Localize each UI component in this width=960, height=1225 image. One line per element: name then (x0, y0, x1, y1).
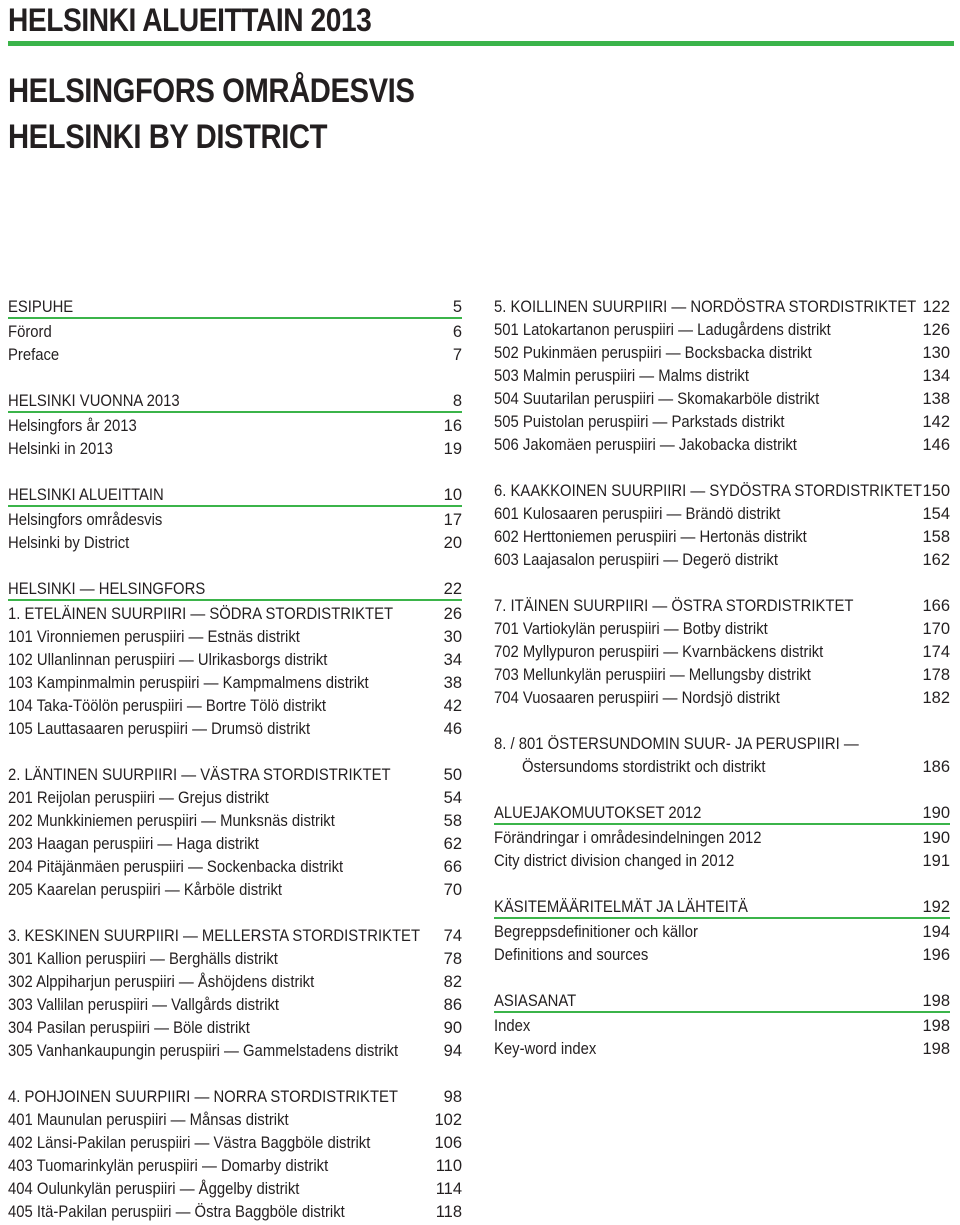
toc-spacer (494, 873, 950, 896)
toc-entry-page-number: 198 (922, 1040, 950, 1058)
toc-entry[interactable] (8, 438, 462, 461)
toc-entry-page-number: 138 (922, 390, 950, 408)
toc-entry[interactable] (494, 526, 950, 549)
toc-entry[interactable] (8, 879, 462, 902)
toc-entry[interactable] (494, 365, 950, 388)
toc-entry-label: 204 Pitäjänmäen peruspiiri — Sockenbacka distrikt (8, 858, 344, 876)
toc-entry-page-number: 130 (922, 344, 950, 362)
toc-entry[interactable] (494, 733, 950, 756)
toc-entry-page-number: 182 (922, 689, 950, 707)
toc-spacer (494, 967, 950, 990)
toc-entry-label: 203 Haagan peruspiiri — Haga distrikt (8, 835, 259, 853)
toc-entry[interactable] (494, 342, 950, 365)
toc-entry-page-number: 154 (922, 505, 950, 523)
toc-entry-label: 505 Puistolan peruspiiri — Parkstads distrikt (494, 413, 785, 431)
toc-entry-label: Helsingfors år 2013 (8, 417, 137, 435)
toc-entry[interactable] (8, 344, 462, 367)
toc-entry[interactable] (494, 549, 950, 572)
toc-entry-label: 105 Lauttasaaren peruspiiri — Drumsö distrikt (8, 720, 311, 738)
toc-entry-page-number: 62 (443, 835, 462, 853)
toc-entry-page-number: 26 (443, 605, 462, 623)
toc-entry-page-number: 102 (434, 1111, 462, 1129)
toc-entry-label: HELSINKI VUONNA 2013 (8, 392, 180, 410)
toc-entry-label: 601 Kulosaaren peruspiiri — Brändö distrikt (494, 505, 781, 523)
toc-entry-page-number: 94 (443, 1042, 462, 1060)
toc-entry-label: Östersundoms stordistrikt och distrikt (522, 758, 766, 776)
toc-entry[interactable] (8, 1017, 462, 1040)
toc-entry-page-number: 126 (922, 321, 950, 339)
toc-entry[interactable] (8, 833, 462, 856)
toc-entry[interactable] (8, 1155, 462, 1178)
toc-entry-label: 404 Oulunkylän peruspiiri — Åggelby distrikt (8, 1180, 300, 1198)
toc-entry[interactable] (494, 618, 950, 641)
toc-entry-label: 503 Malmin peruspiiri — Malms distrikt (494, 367, 749, 385)
toc-entry-label: 4. POHJOINEN SUURPIIRI — NORRA STORDISTRIKTET (8, 1088, 399, 1106)
toc-column-right (494, 296, 950, 1061)
toc-entry[interactable] (8, 509, 462, 532)
toc-entry[interactable] (494, 1015, 950, 1038)
toc-entry-label: 103 Kampinmalmin peruspiiri — Kampmalmens distrikt (8, 674, 369, 692)
toc-spacer (494, 710, 950, 733)
toc-entry-label: 702 Myllypuron peruspiiri — Kvarnbäckens distrikt (494, 643, 824, 661)
toc-entry-page-number: 30 (443, 628, 462, 646)
page-header (0, 0, 960, 40)
toc-entry-page-number: 58 (443, 812, 462, 830)
toc-entry-page-number: 82 (443, 973, 462, 991)
toc-entry-page-number: 86 (443, 996, 462, 1014)
toc-entry-label: 302 Alppiharjun peruspiiri — Åshöjdens distrikt (8, 973, 315, 991)
toc-entry-page-number: 178 (922, 666, 950, 684)
toc-entry[interactable] (8, 1109, 462, 1132)
toc-entry[interactable] (494, 850, 950, 873)
toc-entry-page-number: 16 (443, 417, 462, 435)
toc-entry-page-number: 170 (922, 620, 950, 638)
toc-entry-label: Helsingfors områdesvis (8, 511, 163, 529)
toc-entry-page-number: 158 (922, 528, 950, 546)
toc-entry-page-number: 150 (922, 482, 950, 500)
toc-entry-label: City district division changed in 2012 (494, 852, 735, 870)
toc-entry[interactable] (8, 764, 462, 787)
toc-entry-page-number: 190 (922, 829, 950, 847)
toc-entry[interactable] (8, 1040, 462, 1063)
toc-entry[interactable] (8, 626, 462, 649)
toc-entry-label: 205 Kaarelan peruspiiri — Kårböle distrikt (8, 881, 283, 899)
toc-entry-page-number: 22 (443, 580, 462, 598)
toc-entry-page-number: 134 (922, 367, 950, 385)
toc-entry-label: 102 Ullanlinnan peruspiiri — Ulrikasborgs distrikt (8, 651, 328, 669)
toc-entry-label: 504 Suutarilan peruspiiri — Skomakarböle distrikt (494, 390, 820, 408)
toc-entry-label: 402 Länsi-Pakilan peruspiiri — Västra Baggböle distrikt (8, 1134, 371, 1152)
toc-entry-label: Begreppsdefinitioner och källor (494, 923, 698, 941)
toc-entry-page-number: 70 (443, 881, 462, 899)
toc-entry-label: 304 Pasilan peruspiiri — Böle distrikt (8, 1019, 250, 1037)
subtitle-block (8, 68, 414, 160)
toc-entry-label: 502 Pukinmäen peruspiiri — Bocksbacka distrikt (494, 344, 812, 362)
toc-entry-page-number: 146 (922, 436, 950, 454)
toc-entry[interactable] (8, 787, 462, 810)
toc-entry-label: 8. / 801 ÖSTERSUNDOMIN SUUR- JA PERUSPIIRI — (494, 735, 859, 753)
toc-entry-page-number: 78 (443, 950, 462, 968)
toc-section-heading[interactable] (8, 484, 462, 507)
toc-spacer (494, 572, 950, 595)
toc-entry-label: HELSINKI — HELSINGFORS (8, 580, 206, 598)
toc-entry-label: 303 Vallilan peruspiiri — Vallgårds distrikt (8, 996, 279, 1014)
toc-entry-page-number: 8 (452, 392, 462, 410)
toc-entry-page-number: 38 (443, 674, 462, 692)
toc-entry-label: Förändringar i områdesindelningen 2012 (494, 829, 762, 847)
toc-entry-label: Key-word index (494, 1040, 597, 1058)
toc-entry-label: Definitions and sources (494, 946, 649, 964)
toc-entry-label: ESIPUHE (8, 298, 74, 316)
toc-entry-page-number: 46 (443, 720, 462, 738)
toc-entry-label: 2. LÄNTINEN SUURPIIRI — VÄSTRA STORDISTRIKTET (8, 766, 391, 784)
toc-entry[interactable] (8, 1086, 462, 1109)
toc-entry[interactable] (494, 756, 950, 779)
toc-entry-page-number: 110 (435, 1157, 462, 1175)
toc-spacer (8, 902, 462, 925)
toc-entry[interactable] (494, 1038, 950, 1061)
toc-entry-page-number: 50 (443, 766, 462, 784)
toc-entry-page-number: 54 (443, 789, 462, 807)
toc-entry-page-number: 17 (443, 511, 462, 529)
toc-entry-label: 6. KAAKKOINEN SUURPIIRI — SYDÖSTRA STORDISTRIKTET (494, 482, 922, 500)
toc-entry-page-number: 34 (443, 651, 462, 669)
toc-entry[interactable] (494, 319, 950, 342)
toc-section-heading[interactable] (494, 896, 950, 919)
toc-spacer (494, 779, 950, 802)
toc-spacer (8, 367, 462, 390)
toc-entry-label: HELSINKI ALUEITTAIN (8, 486, 164, 504)
toc-entry[interactable] (494, 687, 950, 710)
toc-section-heading[interactable] (494, 990, 950, 1013)
toc-entry-page-number: 192 (922, 898, 950, 916)
toc-entry[interactable] (8, 971, 462, 994)
toc-entry-label: 602 Herttoniemen peruspiiri — Hertonäs distrikt (494, 528, 807, 546)
toc-entry-label: 401 Maunulan peruspiiri — Månsas distrikt (8, 1111, 289, 1129)
toc-entry[interactable] (8, 532, 462, 555)
toc-entry-label: 305 Vanhankaupungin peruspiiri — Gammelstadens distrikt (8, 1042, 399, 1060)
toc-entry-label: Förord (8, 323, 52, 341)
toc-entry-page-number: 166 (922, 597, 950, 615)
toc-entry[interactable] (8, 321, 462, 344)
toc-entry[interactable] (494, 664, 950, 687)
toc-entry-label: Index (494, 1017, 531, 1035)
toc-entry-page-number: 191 (922, 852, 950, 870)
toc-entry-page-number: 174 (922, 643, 950, 661)
toc-entry[interactable] (494, 921, 950, 944)
toc-entry-label: 405 Itä-Pakilan peruspiiri — Östra Baggböle distrikt (8, 1203, 345, 1221)
toc-entry-label: 701 Vartiokylän peruspiiri — Botby distrikt (494, 620, 768, 638)
toc-entry[interactable] (8, 672, 462, 695)
toc-entry-page-number: 5 (452, 298, 462, 316)
toc-entry-page-number: 19 (443, 440, 462, 458)
toc-entry[interactable] (8, 1201, 462, 1224)
toc-entry-label: 704 Vuosaaren peruspiiri — Nordsjö distrikt (494, 689, 780, 707)
page-title: HELSINKI ALUEITTAIN 2013 (8, 2, 372, 38)
toc-entry-page-number: 114 (435, 1180, 462, 1198)
toc-entry-page-number: 186 (922, 758, 950, 776)
toc-spacer (8, 555, 462, 578)
toc-entry-label: 501 Latokartanon peruspiiri — Ladugårdens distrikt (494, 321, 831, 339)
toc-entry-label: Helsinki in 2013 (8, 440, 113, 458)
toc-entry-label: KÄSITEMÄÄRITELMÄT JA LÄHTEITÄ (494, 898, 748, 916)
toc-entry-label: 301 Kallion peruspiiri — Berghälls distrikt (8, 950, 278, 968)
toc-section-heading[interactable] (8, 578, 462, 601)
toc-entry-label: 101 Vironniemen peruspiiri — Estnäs distrikt (8, 628, 300, 646)
toc-entry-label: 506 Jakomäen peruspiiri — Jakobacka distrikt (494, 436, 797, 454)
toc-entry-page-number: 198 (922, 1017, 950, 1035)
toc-entry-page-number: 106 (434, 1134, 462, 1152)
toc-entry[interactable] (8, 603, 462, 626)
toc-entry-page-number: 20 (443, 534, 462, 552)
toc-entry[interactable] (494, 827, 950, 850)
toc-entry[interactable] (8, 994, 462, 1017)
toc-spacer (8, 461, 462, 484)
toc-entry-page-number: 162 (922, 551, 950, 569)
toc-section-heading[interactable] (8, 390, 462, 413)
toc-entry[interactable] (494, 503, 950, 526)
toc-entry[interactable] (8, 1132, 462, 1155)
toc-entry-page-number: 90 (443, 1019, 462, 1037)
toc-entry-label: 603 Laajasalon peruspiiri — Degerö distrikt (494, 551, 778, 569)
subtitle-english: HELSINKI BY DISTRICT (8, 118, 328, 156)
toc-entry-page-number: 42 (443, 697, 462, 715)
toc-entry-page-number: 190 (922, 804, 950, 822)
toc-column-left (8, 296, 462, 1224)
toc-entry-label: Preface (8, 346, 60, 364)
toc-spacer (8, 741, 462, 764)
toc-section-heading[interactable] (8, 296, 462, 319)
toc-entry-label: 3. KESKINEN SUURPIIRI — MELLERSTA STORDISTRIKTET (8, 927, 421, 945)
toc-entry[interactable] (494, 411, 950, 434)
toc-entry[interactable] (494, 388, 950, 411)
toc-entry-label: 1. ETELÄINEN SUURPIIRI — SÖDRA STORDISTRIKTET (8, 605, 394, 623)
toc-entry-label: ASIASANAT (494, 992, 577, 1010)
toc-entry[interactable] (8, 925, 462, 948)
toc-entry-page-number: 198 (922, 992, 950, 1010)
toc-entry[interactable] (8, 948, 462, 971)
toc-spacer (494, 457, 950, 480)
toc-entry-page-number: 7 (452, 346, 462, 364)
toc-entry[interactable] (494, 595, 950, 618)
header-rule (8, 41, 954, 46)
toc-entry-label: 403 Tuomarinkylän peruspiiri — Domarby distrikt (8, 1157, 329, 1175)
toc-entry[interactable] (494, 296, 950, 319)
subtitle-swedish: HELSINGFORS OMRÅDESVIS (8, 72, 415, 110)
toc-entry[interactable] (494, 944, 950, 967)
toc-entry[interactable] (494, 641, 950, 664)
toc-entry[interactable] (8, 649, 462, 672)
toc-entry-page-number: 6 (452, 323, 462, 341)
toc-entry-page-number: 10 (443, 486, 462, 504)
toc-entry[interactable] (8, 856, 462, 879)
toc-entry[interactable] (8, 718, 462, 741)
toc-entry[interactable] (8, 810, 462, 833)
toc-entry-label: 703 Mellunkylän peruspiiri — Mellungsby distrikt (494, 666, 811, 684)
toc-spacer (8, 1063, 462, 1086)
toc-section-heading[interactable] (494, 802, 950, 825)
toc-entry[interactable] (8, 695, 462, 718)
toc-entry-label: 202 Munkkiniemen peruspiiri — Munksnäs distrikt (8, 812, 335, 830)
toc-entry-page-number: 98 (443, 1088, 462, 1106)
toc-entry-label: Helsinki by District (8, 534, 130, 552)
toc-entry-page-number: 142 (922, 413, 950, 431)
toc-entry-page-number: 74 (443, 927, 462, 945)
toc-entry-label: 104 Taka-Töölön peruspiiri — Bortre Tölö distrikt (8, 697, 327, 715)
toc-entry-label: 7. ITÄINEN SUURPIIRI — ÖSTRA STORDISTRIKTET (494, 597, 854, 615)
toc-entry[interactable] (494, 480, 950, 503)
toc-entry[interactable] (8, 415, 462, 438)
toc-entry-label: ALUEJAKOMUUTOKSET 2012 (494, 804, 702, 822)
toc-entry-page-number: 118 (435, 1203, 462, 1221)
toc-entry[interactable] (8, 1178, 462, 1201)
toc-entry-page-number: 194 (922, 923, 950, 941)
toc-entry-page-number: 122 (922, 298, 950, 316)
toc-entry-page-number: 66 (443, 858, 462, 876)
toc-entry-label: 5. KOILLINEN SUURPIIRI — NORDÖSTRA STORDISTRIKTET (494, 298, 917, 316)
toc-entry-page-number: 196 (922, 946, 950, 964)
toc-entry[interactable] (494, 434, 950, 457)
toc-entry-label: 201 Reijolan peruspiiri — Grejus distrikt (8, 789, 269, 807)
